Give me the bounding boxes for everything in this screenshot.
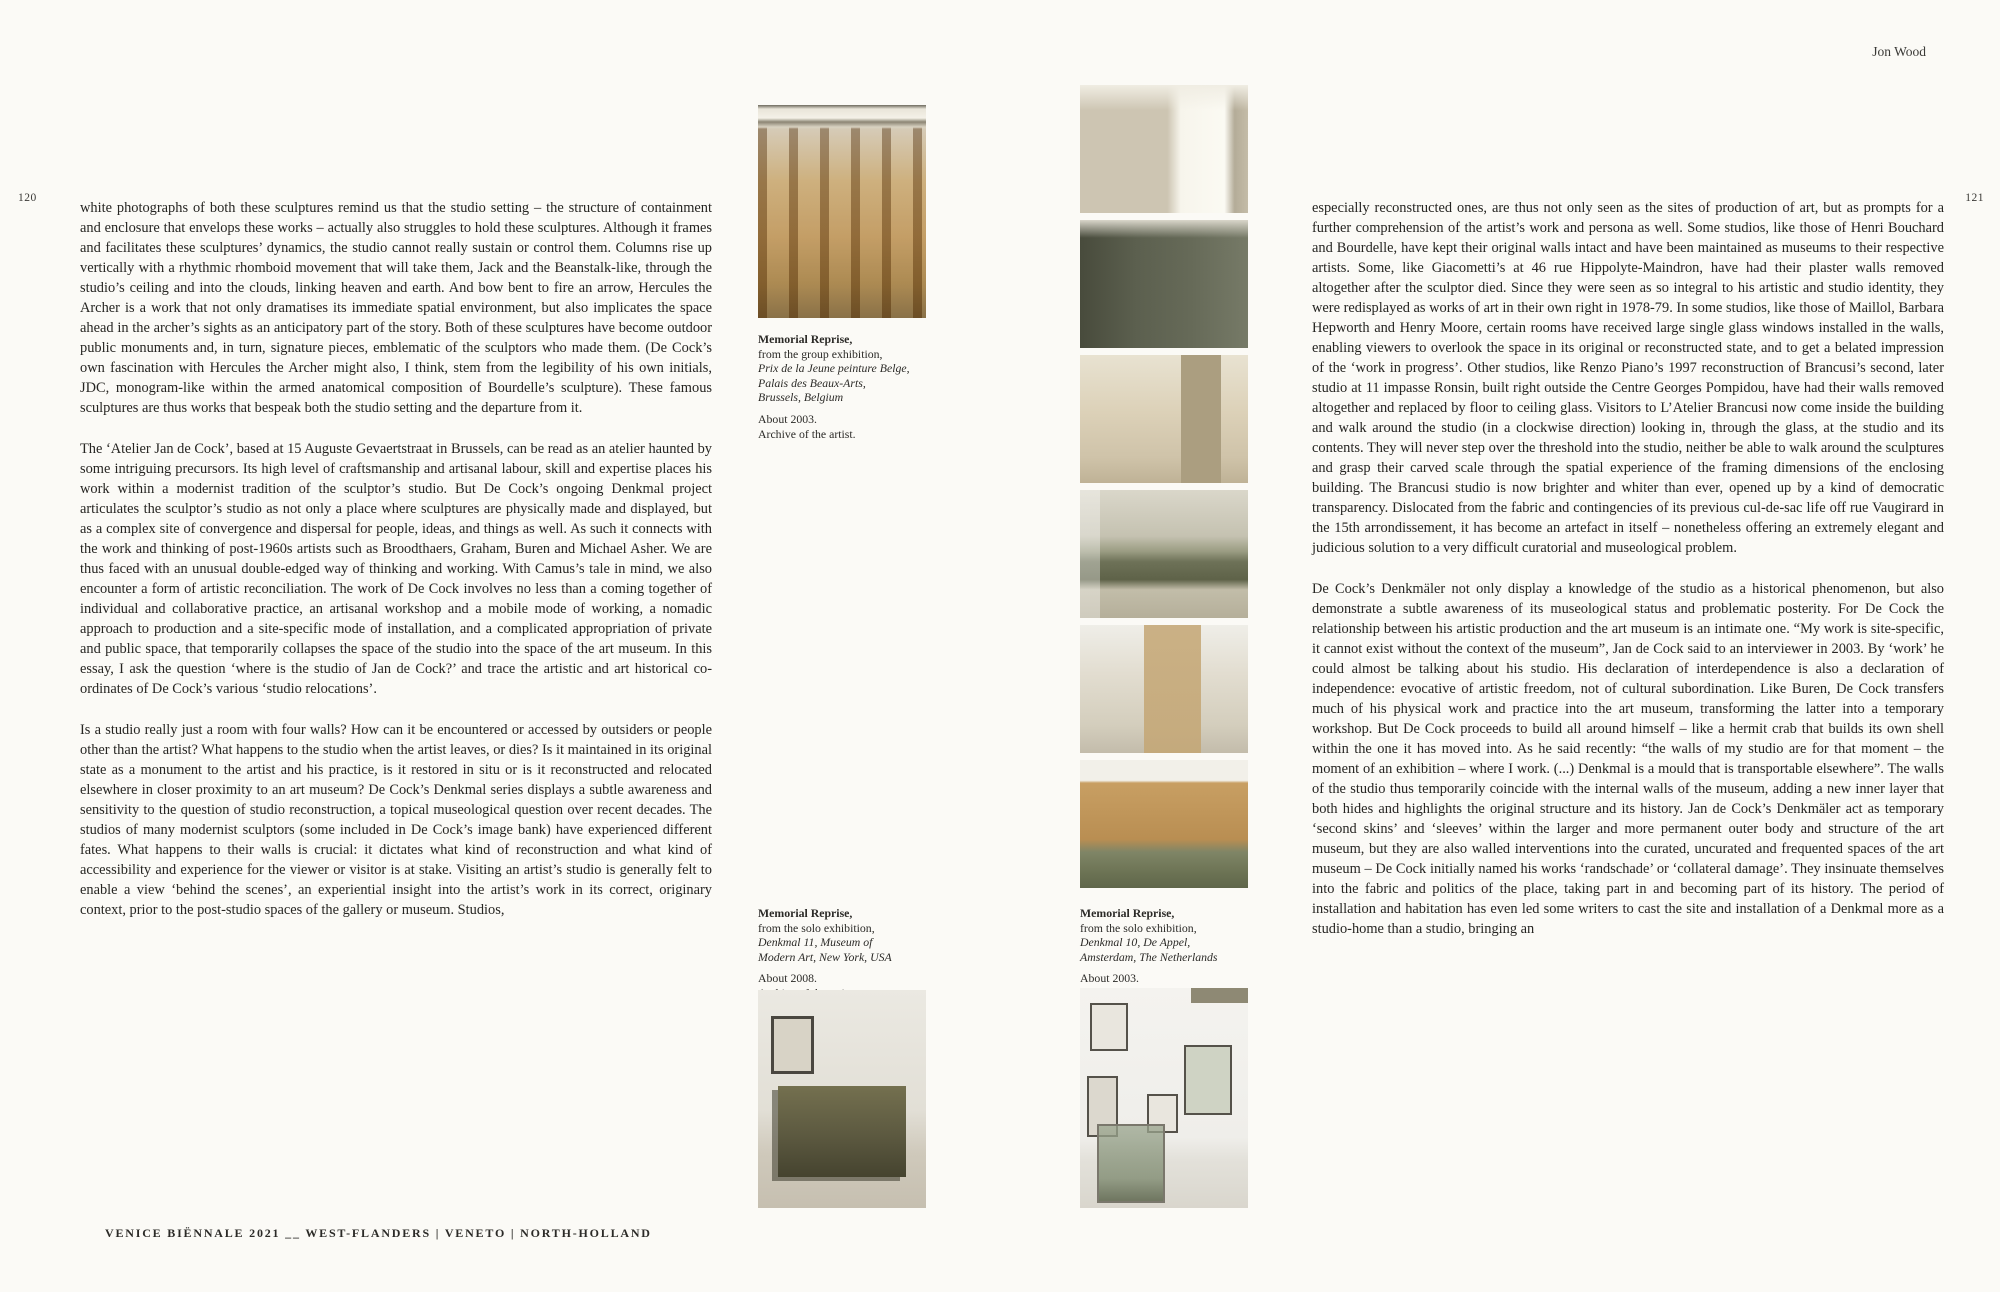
photo-olive-panels	[1080, 220, 1248, 348]
running-header-author: Jon Wood	[1872, 44, 1926, 59]
caption-title: Memorial Reprise,	[758, 332, 853, 346]
caption-title: Memorial Reprise,	[1080, 906, 1175, 920]
photo-wood-corridor	[1080, 760, 1248, 888]
photo-studio-window	[1080, 85, 1248, 213]
caption-line: from the solo exhibition,	[1080, 920, 1197, 935]
caption-date: About 2008.	[758, 971, 817, 986]
framed-picture	[1184, 1045, 1232, 1115]
body-paragraph: Is a studio really just a room with four walls? How can it be encountered or accessed by outsiders or people other than the artist? What happens to the studio when the artist leaves, or dies? Is it maintained in its original state as a monument to the artist and his practice, is it restored in situ or is it reconstructed and relocated elsewhere in closer proximity to an art museum? De Cock’s Denkmal series displays a subtle awareness and sensitivity to the question of studio reconstruction, a topical museological question over recent decades. The studios of many modernist sculptors (some included in De Cock’s image bank) have experienced different fates. What happens to their walls is crucial: it dictates what kind of reconstruction and what kind of accessibility and experience for the viewer or visitor is at stake. Visiting an artist’s studio is generally felt to enable a view ‘behind the scenes’, an experiential insight into the artist’s work in its correct, originary context, prior to the post-studio spaces of the gallery or museum. Studios,	[80, 722, 712, 918]
left-text-column	[80, 198, 712, 941]
caption-title: Memorial Reprise,	[758, 906, 853, 920]
photo-light-room-wood-panel	[1080, 625, 1248, 753]
caption-venue: Amsterdam, The Netherlands	[1080, 949, 1218, 964]
caption-line: from the group exhibition,	[758, 346, 883, 361]
caption-group-exhibition	[758, 332, 933, 441]
photo-detail-wall-band	[1191, 988, 1248, 1003]
page-number-left: 120	[18, 192, 37, 204]
caption-exhibition-name: Prix de la Jeune peinture Belge,	[758, 361, 910, 376]
caption-de-appel	[1080, 906, 1255, 1001]
photo-green-cabinets-visitors	[1080, 490, 1248, 618]
photo-studio-construction	[758, 105, 926, 318]
display-case	[1097, 1124, 1165, 1203]
caption-moma	[758, 906, 933, 1001]
photo-beige-interior-door	[1080, 355, 1248, 483]
caption-line: from the solo exhibition,	[758, 920, 875, 935]
caption-date: About 2003.	[758, 411, 817, 426]
caption-exhibition-name: Denkmal 10, De Appel,	[1080, 935, 1191, 950]
body-paragraph: The ‘Atelier Jan de Cock’, based at 15 Auguste Gevaertstraat in Brussels, can be read as an atelier haunted by some intriguing precursors. Its high level of craftsmanship and artisanal labour, skill and expertise places his work within a modernist tradition of the sculptor’s studio. But De Cock’s ongoing Denkmal project articulates the sculptor’s studio as not only a place where sculptures are physically made and displayed, but as a complex site of convergence and dispersal for people, ideas, and things as well. As such it connects with the work and thinking of post-1960s artists such as Broodthaers, Graham, Buren and Michael Asher. We are thus faced with an unusual double-edged way of thinking and working. With Camus’s tale in mind, we also encounter a form of artistic reconciliation. The work of De Cock involves no less than a coming together of individual and collaborative practice, an artisanal workshop and a mobile mode of working, a nomadic approach to production and a site-specific mode of installation, and a complicated appropriation of private and public space, that temporarily collapses the space of the studio into the space of the art museum. In this essay, I ask the question ‘where is the studio of Jan de Cock?’ and trace the artistic and art historical co-ordinates of De Cock’s various ‘studio relocations’.	[80, 441, 712, 697]
photo-de-appel-gallery	[1080, 988, 1248, 1208]
body-paragraph: especially reconstructed ones, are thus not only seen as the sites of production of art, but as prompts for a further comprehension of the artist’s work and persona as well. Some studios, like those of Henri Bouchard and Bourdelle, have kept their original walls intact and have been maintained as museums to their respective artists. Some, like Giacometti’s at 46 rue Hippolyte-Maindron, have had their plaster walls removed altogether after the sculptor died. Since they were seen as so integral to his artistic and studio identity, they were redisplayed as works of art in their own right in 1978-79. In some studios, like those of Maillol, Barbara Hepworth and Henry Moore, certain rooms have received large single glass windows installed in the walls, enabling viewers to overlook the space in its original or reconstructed state, and to get a belated impression of the ‘work in progress’. Other studios, like Renzo Piano’s 1997 reconstruction of Brancusi’s second, later studio at 11 impasse Ronsin, built right outside the Centre Georges Pompidou, have had their walls removed altogether and replaced by floor to ceiling glass. Visitors to L’Atelier Brancusi now come inside the building and walk around the studio (in a clockwise direction) looking in, through the glass, at the studio and its contents. They will never step over the threshold into the studio, neither be able to walk around the sculptures and grasp their carved scale through the spatial experience of the framing dimensions of the enclosing building. The Brancusi studio is now brighter and whiter than ever, opened up by a kind of democratic transparency. Dislocated from the fabric and contingencies of its previous cul-de-sac life off rue Vaugirard in the 15th arrondissement, it has become an artefact in itself – nonetheless offering an extremely elegant and judicious solution to a very difficult curatorial and museological problem.	[1312, 200, 1944, 556]
body-paragraph: De Cock’s Denkmäler not only display a knowledge of the studio as a historical phenomenon, but also demonstrate a subtle awareness of its museological status and problematic posterity. For De Cock the relationship between his artistic production and the art museum is an intimate one. “My work is site-specific, it cannot exist without the context of the museum”, Jan de Cock said to an interviewer in 2003. By ‘work’ he could almost be talking about his studio. His declaration of interdependence is also a declaration of independence: evocative of artistic freedom, not of cultural subordination. Like Buren, De Cock transfers much of his physical work and practice into the art museum, transforming the latter into a temporary workshop. But De Cock proceeds to build all around himself – like a hermit crab that builds its own shell within the one it has moved into. As he said recently: “the walls of my studio are for that moment – the moment of an exhibition – where I work. (...) Denkmal is a mould that is transportable elsewhere”. The walls of the studio thus temporarily coincide with the internal walls of the museum, adding a new inner layer that both hides and highlights the original structure and its history. Jan de Cock’s Denkmäler act as temporary ‘second skins’ and ‘sleeves’ within the larger and more permanent outer body and structure of the art museum, but they are also walled interventions into the curated, uncurated and frequented spaces of the art museum – De Cock initially named his works ‘randschade’ or ‘collateral damage’. They insinuate themselves into the fabric and politics of the place, taking part in and becoming part of its history. The period of installation and habitation has even led some writers to cast the site and installation of a Denkmal more as a studio-home than a studio, bringing an	[1312, 581, 1944, 937]
caption-credit: Archive of the artist.	[758, 426, 856, 441]
caption-city: Brussels, Belgium	[758, 390, 844, 405]
page-number-right: 121	[1965, 192, 1984, 204]
footer-series-title: VENICE BIËNNALE 2021 __ WEST-FLANDERS | VENETO | NORTH-HOLLAND	[105, 1226, 652, 1240]
body-paragraph: white photographs of both these sculptures remind us that the studio setting – the structure of containment and enclosure that envelops these works – actually also struggles to hold these sculptures. Although it frames and facilitates these sculptures’ dynamics, the studio cannot really sustain or control them. Columns rise up vertically with a rhythmic rhomboid movement that will take them, Jack and the Beanstalk-like, through the studio’s ceiling and into the clouds, linking heaven and earth. And bow bent to fire an arrow, Hercules the Archer is a work that not only dramatises its immediate spatial environment, but also implicates the space ahead in the archer’s sights as an anticipatory part of the story. Both of these sculptures have become outdoor public monuments and, in turn, signature pieces, emblematic of the sculptors who made them. (De Cock’s own fascination with Hercules the Archer might also, I think, stem from the legibility of his own initials, JDC, monogram-like within the armed anatomical composition of Bourdelle’s sculpture). These famous sculptures are thus works that bespeak both the studio setting and the departure from it.	[80, 200, 712, 416]
photo-moma-gallery	[758, 990, 926, 1208]
framed-picture	[1090, 1003, 1128, 1051]
caption-venue: Modern Art, New York, USA	[758, 949, 892, 964]
framed-picture	[771, 1016, 814, 1074]
photo-detail-cabinet	[778, 1086, 906, 1178]
right-text-column	[1312, 198, 1944, 960]
caption-exhibition-name: Denkmal 11, Museum of	[758, 935, 873, 950]
caption-venue: Palais des Beaux-Arts,	[758, 375, 866, 390]
caption-date: About 2003.	[1080, 971, 1139, 986]
